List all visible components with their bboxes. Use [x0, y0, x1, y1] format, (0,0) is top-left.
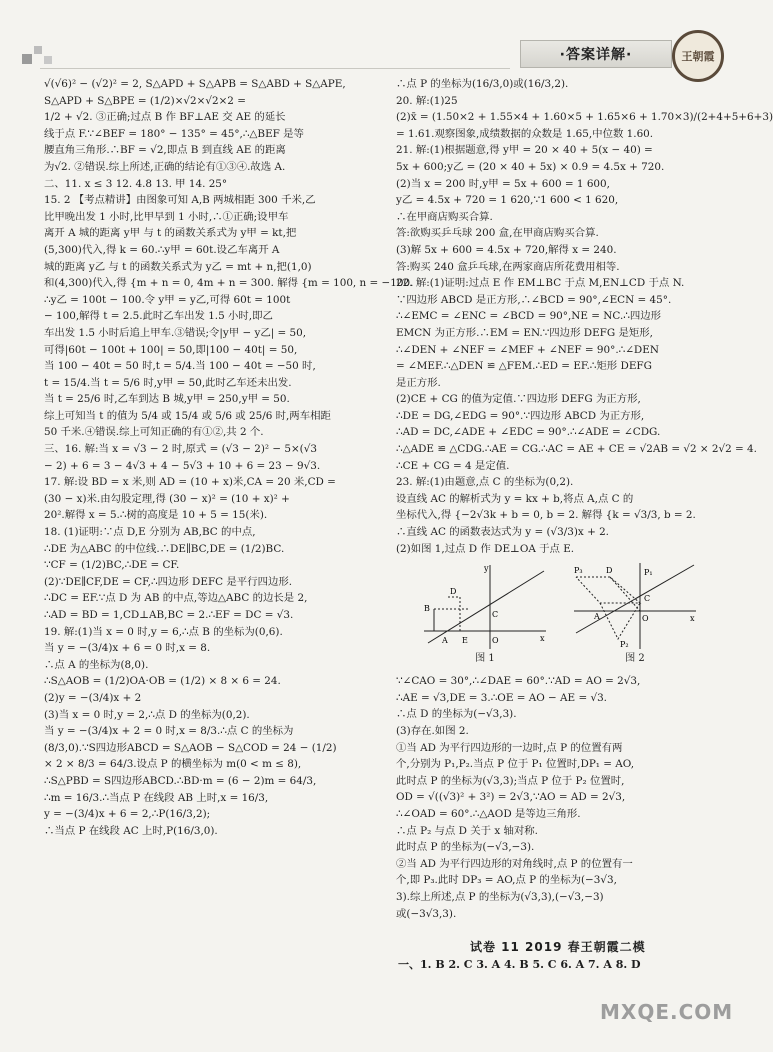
right-column-top-line: ∴∠EMC = ∠ENC = ∠BCD = 90°,NE = NC.∴四边形 [396, 310, 662, 323]
left-column-line: 1/2 + √2. ③正确;过点 B 作 BF⊥AE 交 AE 的延长 [44, 111, 286, 124]
right-column-top-line: 设直线 AC 的解析式为 y = kx + b,将点 A,点 C 的 [396, 492, 634, 505]
svg-text:O: O [642, 614, 649, 624]
left-column-line: ∴当点 P 在线段 AC 上时,P(16/3,0). [44, 824, 218, 837]
right-column-bottom-line: ∴∠OAD = 60°.∴△AOD 是等边三角形. [396, 807, 581, 820]
left-column-line: 当 t = 25/6 时,乙车到达 B 城,y甲 = 250,y甲 = 50. [44, 393, 290, 406]
multiple-choice-answers: 一、1. B 2. C 3. A 4. B 5. C 6. A 7. A 8. D [398, 958, 641, 971]
left-column-line: ∵CF = (1/2)BC,∴DE = CF. [44, 559, 180, 572]
left-column [44, 76, 414, 839]
right-column-top-line: (2)x̄ = (1.50×2 + 1.55×4 + 1.60×5 + 1.65×6 + 1.70×3)/(2+4+5+6+3) [396, 111, 773, 124]
left-column-line: × 2 × 8/3 = 64/3.设点 P 的横坐标为 m(0 < m ≤ 8), [44, 758, 302, 771]
right-column-bottom-line: 3).综上所述,点 P 的坐标为(√3,3),(−√3,−3) [396, 890, 604, 903]
right-column-top-line: ∴在甲商店购买合算. [396, 210, 493, 223]
left-column-line: S△APD + S△BPE = (1/2)×√2×√2×2 = [44, 94, 246, 107]
right-column-top-line: ∴∠DEN + ∠NEF = ∠MEF + ∠NEF = 90°.∴∠DEN [396, 343, 659, 356]
right-column-top-line: = ∠MEF.∴△DEN ≌ △FEM.∴ED = EF.∴矩形 DEFG [396, 360, 652, 373]
svg-text:P₂: P₂ [620, 640, 629, 650]
header-rule [40, 68, 510, 69]
figure-2-caption: 图 2 [625, 653, 645, 665]
left-column-line: 和(4,300)代入,得 {m + n = 0, 4m + n = 300. 解得 {m = 100, n = −100. [44, 277, 414, 290]
svg-text:C: C [644, 594, 651, 604]
left-column-line: ∴m = 16/3.∴当点 P 在线段 AB 上时,x = 16/3, [44, 791, 269, 804]
right-column-top-line: ∴CE + CG = 4 是定值. [396, 459, 510, 472]
header-square-decoration [22, 54, 32, 64]
left-column-line: (30 − x)米.由勾股定理,得 (30 − x)² = (10 + x)² + [44, 492, 290, 505]
header-square-decoration [44, 56, 52, 64]
left-column-line: 为√2. ②错误.综上所述,正确的结论有①③④.故选 A. [44, 160, 286, 173]
figure-1 [420, 561, 550, 671]
left-column-line: 18. (1)证明:∵点 D,E 分别为 AB,BC 的中点, [44, 526, 256, 539]
left-column-line: ∴y乙 = 100t − 100.令 y甲 = y乙,可得 60t = 100t [44, 293, 291, 306]
svg-text:A: A [594, 612, 600, 622]
left-column-line: ∴S△PBD = S四边形ABCD.∴BD·m = (6 − 2)m = 64/3, [44, 774, 317, 787]
left-column-line: 离开 A 城的距离 y甲 与 t 的函数关系式为 y甲 = kt,把 [44, 227, 297, 240]
svg-text:x: x [690, 614, 695, 624]
left-column-line: t = 15/4.当 t = 5/6 时,y甲 = 50,此时乙车还未出发. [44, 376, 292, 389]
svg-text:P₃: P₃ [574, 566, 583, 576]
left-column-line: − 100,解得 t = 2.5.此时乙车出发 1.5 小时,即乙 [44, 310, 273, 323]
right-column-bottom-line: 个,即 P₃.此时 DP₃ = AO,点 P 的坐标为(−3√3, [396, 874, 617, 887]
svg-text:x: x [540, 634, 545, 644]
svg-text:B: B [424, 604, 430, 614]
left-column-line: 15. 2 【考点精讲】由图象可知 A,B 两城相距 300 千米,乙 [44, 194, 316, 207]
svg-text:E: E [462, 636, 468, 646]
right-column-top-line: ∴△ADE ≌ △CDG.∴AE = CG.∴AC = AE + CE = √2AB = √2 × 2√2 = 4. [396, 443, 757, 456]
svg-text:y: y [484, 564, 489, 574]
right-column-bottom-line: (3)存在.如图 2. [396, 725, 469, 737]
right-column-bottom-text [396, 673, 721, 922]
right-column-top-line: 23. 解:(1)由题意,点 C 的坐标为(0,2). [396, 476, 574, 489]
right-column-bottom-line: ①当 AD 为平行四边形的一边时,点 P 的位置有两 [396, 741, 623, 754]
right-column-top-line: ∵四边形 ABCD 是正方形,∴∠BCD = 90°,∠ECN = 45°. [396, 293, 672, 306]
right-column-top-line: ∴DE = DG,∠EDG = 90°.∵四边形 ABCD 为正方形, [396, 409, 645, 422]
left-column-line: 二、11. x ≤ 3 12. 4.8 13. 甲 14. 25° [44, 177, 228, 190]
right-column-top-line: EMCN 为正方形.∴EM = EN.∵四边形 DEFG 是矩形, [396, 326, 653, 339]
right-column-top-text [396, 76, 773, 557]
left-column-line: (2)∵DE∥CF,DE = CF,∴四边形 DEFC 是平行四边形. [44, 575, 293, 588]
left-column-line: − 2) + 6 = 3 − 4√3 + 4 − 5√3 + 10 + 6 = 23 − 9√3. [44, 459, 321, 472]
figure-2-diagram [570, 561, 700, 651]
right-column-top-line: 20. 解:(1)25 [396, 94, 458, 107]
left-column-line: 17. 解:设 BD = x 米,则 AD = (10 + x)米,CA = 20 米,CD = [44, 476, 336, 489]
left-column-line: 20².解得 x = 5.∴树的高度是 10 + 5 = 15(米). [44, 509, 268, 522]
left-column-line: 腰直角三角形.∴BF = √2,即点 B 到直线 AE 的距离 [44, 144, 286, 157]
left-column-line: 线于点 F.∵∠BEF = 180° − 135° = 45°,∴△BEF 是等 [44, 127, 304, 140]
left-column-line: 当 y = −(3/4)x + 2 = 0 时,x = 8/3.∴点 C 的坐标为 [44, 725, 294, 738]
right-column-top-line: 坐标代入,得 {−2√3k + b = 0, b = 2. 解得 {k = √3/3, b = 2. [396, 509, 696, 522]
left-column-line: (2)y = −(3/4)x + 2 [44, 691, 142, 704]
left-column-line: ∴DC = EF.∵点 D 为 AB 的中点,等边△ABC 的边长是 2, [44, 592, 308, 605]
left-column-line: ∴AD = BD = 1,CD⊥AB,BC = 2.∴EF = DC = √3. [44, 609, 294, 621]
right-column-bottom-line: 此时点 P 的坐标为(√3,3);当点 P 位于 P₂ 位置时, [396, 774, 625, 787]
right-column-top-line: ∴直线 AC 的函数表达式为 y = (√3/3)x + 2. [396, 526, 609, 539]
left-column-line: 可得|60t − 100t + 100| = 50,即|100 − 40t| = 50, [44, 343, 298, 356]
watermark-site: MXQE.COM [600, 1000, 734, 1024]
svg-text:C: C [492, 610, 499, 620]
right-column-bottom-line: ∴点 D 的坐标为(−√3,3). [396, 708, 517, 721]
right-column-bottom-line: 此时点 P 的坐标为(−√3,−3). [396, 841, 535, 854]
right-column-top-line: 答:欲购买乒乓球 200 盒,在甲商店购买合算. [396, 227, 599, 240]
left-column-line: 比甲晚出发 1 小时,比甲早到 1 小时,∴①正确;设甲车 [44, 210, 289, 223]
right-column-top-line: (2)当 x = 200 时,y甲 = 5x + 600 = 1 600, [396, 177, 610, 190]
page-header [0, 0, 750, 72]
left-column-line: 三、16. 解:当 x = √3 − 2 时,原式 = (√3 − 2)² − 5×(√3 [44, 443, 317, 456]
svg-text:D: D [606, 566, 613, 576]
left-column-line: (3)当 x = 0 时,y = 2,∴点 D 的坐标为(0,2). [44, 708, 250, 721]
right-column-top-line: = 1.61.观察图象,成绩数据的众数是 1.65,中位数 1.60. [396, 127, 654, 140]
figure-1-caption: 图 1 [475, 653, 495, 665]
right-column-top-line: 答:购买 240 盒乒乓球,在两家商店所花费用相等. [396, 260, 620, 273]
right-column-bottom-line: 个,分别为 P₁,P₂.当点 P 位于 P₁ 位置时,DP₁ = AO, [396, 758, 634, 771]
right-column-top-line: (2)如图 1,过点 D 作 DE⊥OA 于点 E. [396, 542, 575, 555]
right-column-top-line: (3)解 5x + 600 = 4.5x + 720,解得 x = 240. [396, 243, 617, 256]
right-column-top-line: y乙 = 4.5x + 720 = 1 620,∵1 600 < 1 620, [396, 194, 619, 207]
right-column-top-line: 21. 解:(1)根据题意,得 y甲 = 20 × 40 + 5(x − 40) = [396, 144, 653, 157]
right-column-top-line: 22. 解:(1)证明:过点 E 作 EM⊥BC 于点 M,EN⊥CD 于点 N. [396, 277, 685, 290]
left-column-line: ∴DE 为△ABC 的中位线.∴DE∥BC,DE = (1/2)BC. [44, 542, 285, 555]
left-column-line: 50 千米.④错误.综上可知正确的有①②,共 2 个. [44, 426, 264, 439]
section-band-title: ·答案详解· [520, 40, 672, 68]
right-column-bottom-line: OD = √((√3)² + 3²) = 2√3,∵AO = AD = 2√3, [396, 791, 626, 804]
left-column-line: 车出发 1.5 小时后追上甲车.③错误;令|y甲 − y乙| = 50, [44, 326, 307, 339]
right-column-top-line: 5x + 600;y乙 = (20 × 40 + 5x) × 0.9 = 4.5x + 720. [396, 160, 665, 173]
left-column-line: 当 100 − 40t = 50 时,t = 5/4.当 100 − 40t = −50 时, [44, 360, 316, 373]
right-column-bottom-line: ②当 AD 为平行四边形的对角线时,点 P 的位置有一 [396, 857, 633, 870]
right-column-top-line: ∴点 P 的坐标为(16/3,0)或(16/3,2). [396, 78, 569, 90]
left-column-line: (8/3,0).∵S四边形ABCD = S△AOB − S△COD = 24 − (1/2) [44, 741, 337, 754]
svg-text:A: A [442, 636, 448, 646]
left-column-line: y = −(3/4)x + 6 = 2,∴P(16/3,2); [44, 808, 211, 821]
left-column-line: 当 y = −(3/4)x + 6 = 0 时,x = 8. [44, 642, 211, 655]
left-column-line: (5,300)代入,得 k = 60.∴y甲 = 60t.设乙车离开 A [44, 243, 280, 256]
right-column-top-line: ∴AD = DC,∠ADE + ∠EDC = 90°.∴∠ADE = ∠CDG. [396, 426, 661, 439]
left-column-line: 城的距离 y乙 与 t 的函数关系式为 y乙 = mt + n,把(1,0) [44, 260, 312, 273]
right-column [396, 76, 773, 922]
right-column-bottom-line: ∴AE = √3,DE = 3.∴OE = AO − AE = √3. [396, 691, 607, 704]
svg-text:D: D [450, 587, 457, 597]
publisher-logo: 王朝霞 [672, 30, 724, 82]
exam-section-title: 试卷 11 2019 春王朝霞二模 [470, 940, 646, 954]
left-column-line: √(√6)² − (√2)² = 2, S△APD + S△APB = S△ABD + S△APE, [44, 78, 346, 90]
right-column-bottom-line: ∴点 P₂ 与点 D 关于 x 轴对称. [396, 824, 538, 837]
svg-text:P₁: P₁ [644, 568, 653, 578]
svg-text:O: O [492, 636, 499, 646]
left-column-line: 19. 解:(1)当 x = 0 时,y = 6,∴点 B 的坐标为(0,6). [44, 625, 283, 638]
right-column-top-line: (2)CE + CG 的值为定值.∵四边形 DEFG 为正方形, [396, 393, 641, 406]
right-column-top-line: 是正方形. [396, 376, 441, 389]
right-column-bottom-line: ∵∠CAO = 30°,∴∠DAE = 60°.∵AD = AO = 2√3, [396, 675, 641, 688]
left-column-line: ∴S△AOB = (1/2)OA·OB = (1/2) × 8 × 6 = 24. [44, 675, 281, 688]
figure-1-diagram [420, 561, 550, 651]
right-column-bottom-line: 或(−3√3,3). [396, 907, 457, 920]
header-square-decoration [34, 46, 42, 54]
figure-2 [570, 561, 700, 671]
figures-row [420, 561, 721, 671]
left-column-line: 综上可知当 t 的值为 5/4 或 15/4 或 5/6 或 25/6 时,两车相距 [44, 409, 331, 422]
left-column-line: ∴点 A 的坐标为(8,0). [44, 658, 149, 671]
